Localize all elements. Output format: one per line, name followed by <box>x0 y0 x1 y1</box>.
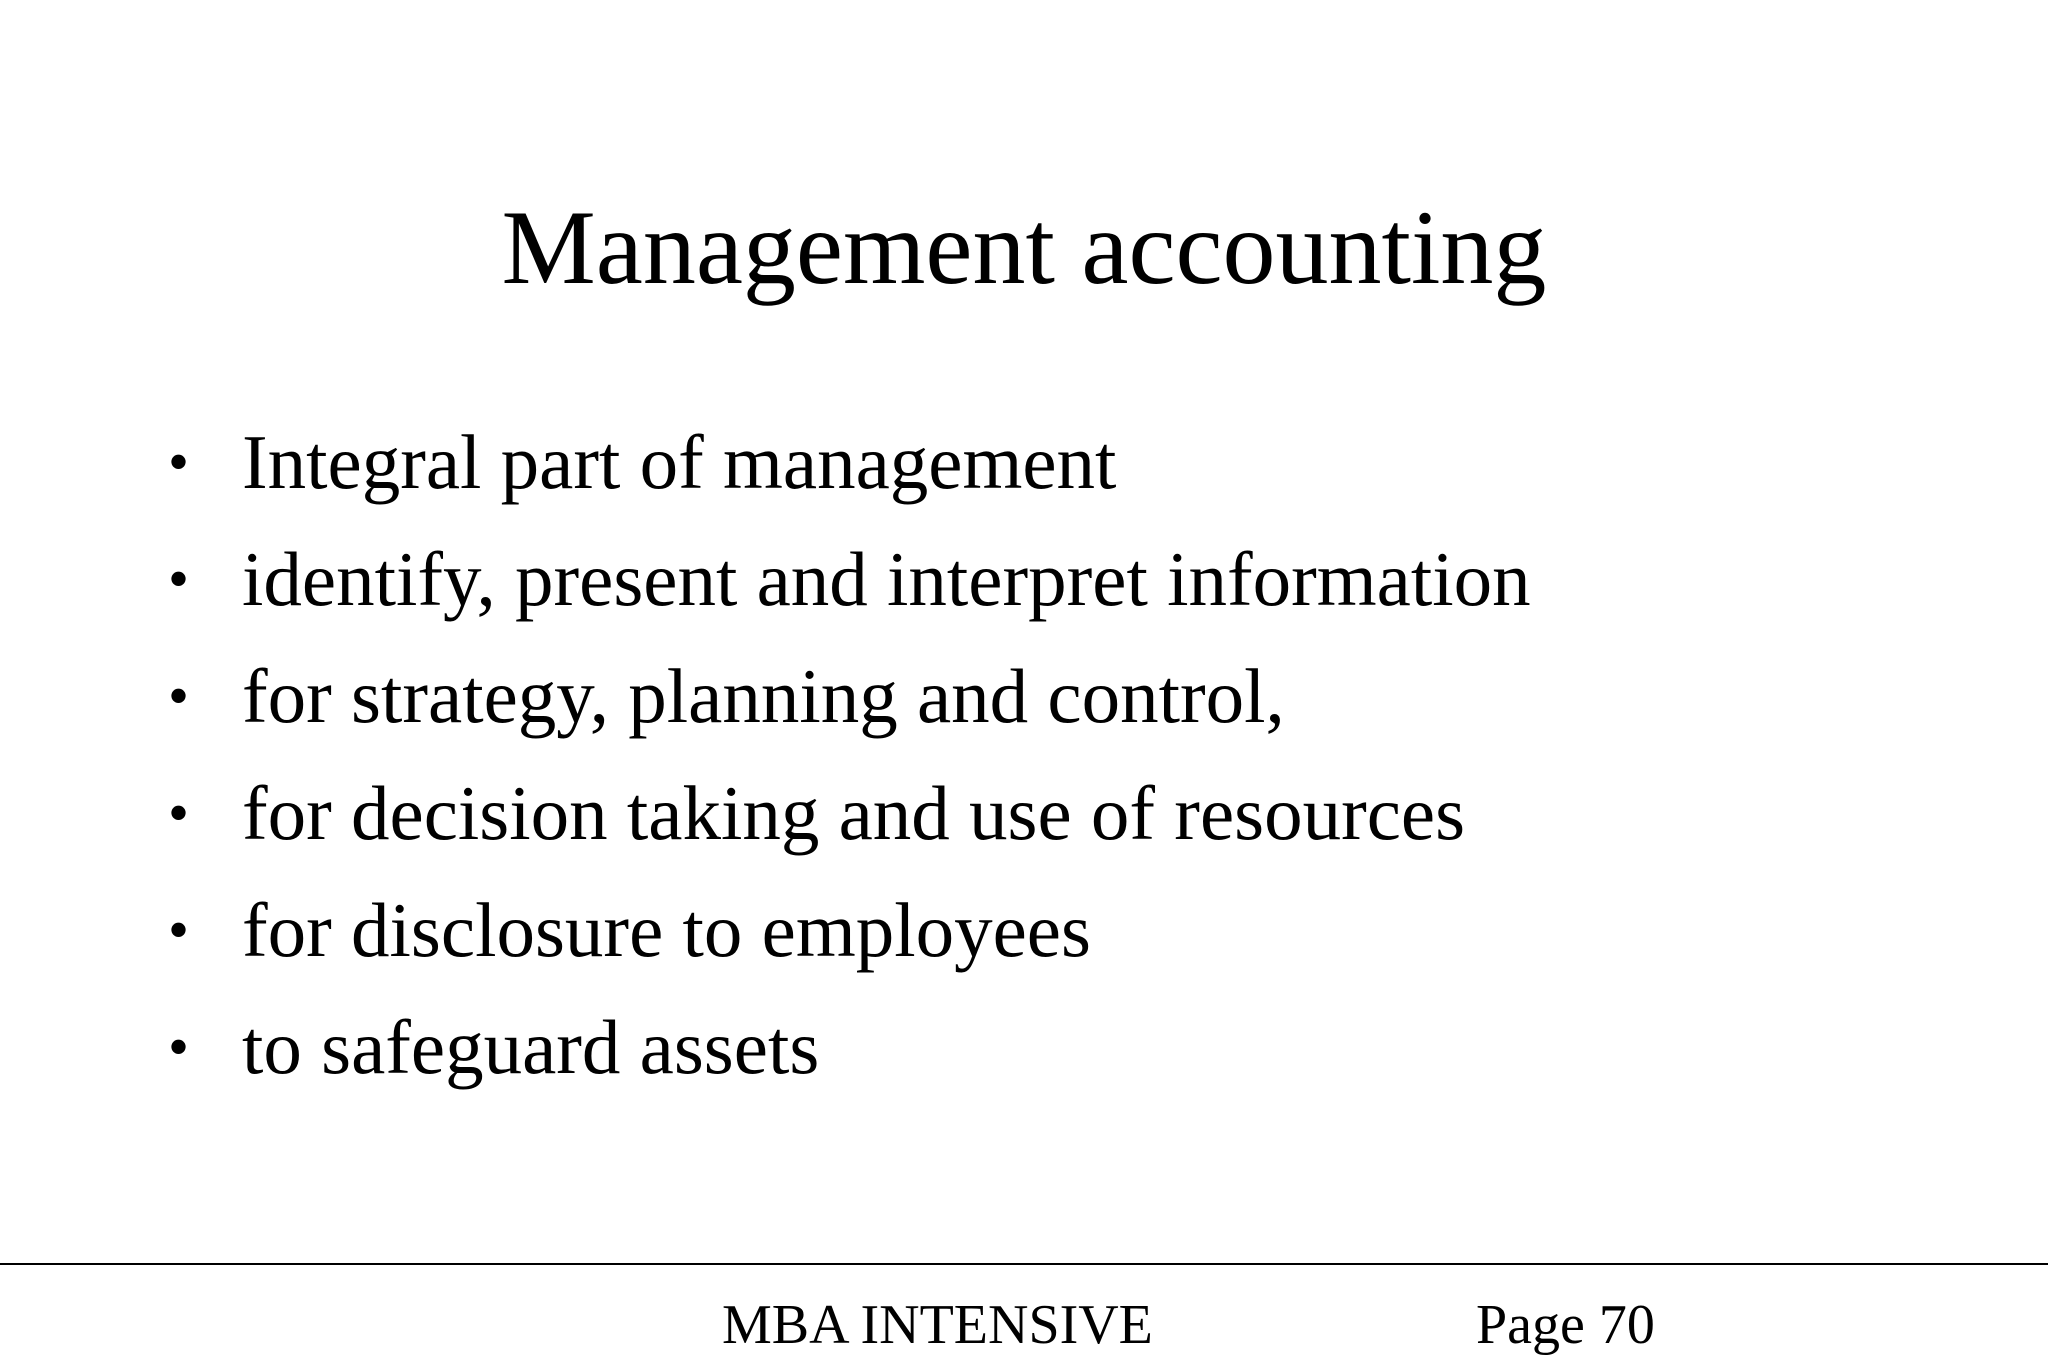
slide-title: Management accounting <box>501 189 1547 306</box>
bullet-text: for decision taking and use of resources <box>242 770 1466 856</box>
bullet-item <box>168 646 1531 763</box>
bullet-item <box>168 529 1531 646</box>
bullet-item <box>168 763 1531 880</box>
bullet-text: for strategy, planning and control, <box>242 653 1285 739</box>
bullet-item <box>168 997 1531 1114</box>
bullet-item <box>168 880 1531 997</box>
bullet-list <box>168 412 1531 1114</box>
bullet-text: for disclosure to employees <box>242 887 1091 973</box>
bullet-text: to safeguard assets <box>242 1004 820 1090</box>
footer-page-number: Page 70 <box>1476 1294 1655 1356</box>
bullet-text: Integral part of management <box>242 419 1117 505</box>
bullet-marker: • <box>168 780 190 846</box>
bullet-marker: • <box>168 546 190 612</box>
bullet-marker: • <box>168 429 190 495</box>
footer-divider <box>0 1263 2048 1265</box>
footer-course-name: MBA INTENSIVE <box>722 1294 1153 1356</box>
bullet-text: identify, present and interpret information <box>242 536 1531 622</box>
bullet-marker: • <box>168 663 190 729</box>
bullet-marker: • <box>168 1014 190 1080</box>
bullet-item <box>168 412 1531 529</box>
bullet-marker: • <box>168 897 190 963</box>
